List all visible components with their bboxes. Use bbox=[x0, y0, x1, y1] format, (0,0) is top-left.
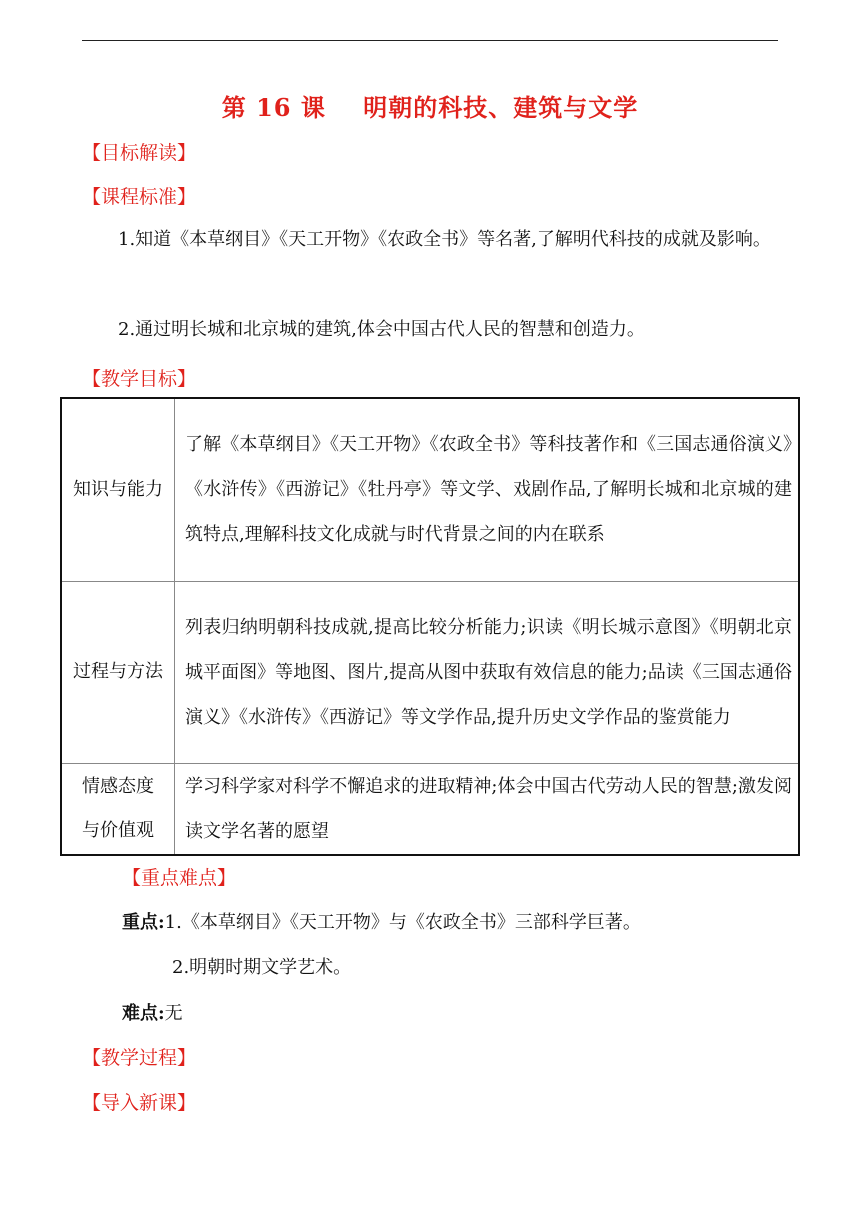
section-objectives: 【目标解读】 bbox=[82, 142, 197, 164]
teaching-goals-table bbox=[60, 397, 800, 856]
goal-label-emotion-line1: 情感态度 bbox=[82, 775, 154, 797]
difficulty-label: 难点: bbox=[122, 1003, 165, 1024]
standard-1-text: 1.知道《本草纲目》《天工开物》《农政全书》等名著,了解明代科技的成就及影响。 bbox=[118, 229, 771, 250]
goal-content-process: 列表归纳明朝科技成就,提高比较分析能力;识读《明长城示意图》《明朝北京城平面图》等地图、图片,提高从图中获取有效信息的能力;品读《三国志通俗演义》《水浒传》《西游记》等文学作品,提升历史文学作品的鉴赏能力 bbox=[175, 581, 800, 763]
section-key-points: 【重点难点】 bbox=[122, 867, 237, 889]
goal-content-emotion: 学习科学家对科学不懈追求的进取精神;体会中国古代劳动人民的智慧;激发阅读文学名著的愿望 bbox=[175, 763, 800, 855]
goal-label-process: 过程与方法 bbox=[61, 581, 175, 763]
section-standards: 【课程标准】 bbox=[82, 186, 197, 208]
key-point-1 bbox=[122, 908, 641, 934]
section-intro: 【导入新课】 bbox=[82, 1092, 197, 1114]
standard-2 bbox=[82, 308, 782, 352]
key-item-1: 1.《本草纲目》《天工开物》与《农政全书》三部科学巨著。 bbox=[164, 912, 641, 933]
difficulty bbox=[122, 999, 183, 1025]
page-title: 第 16 课 明朝的科技、建筑与文学 bbox=[221, 93, 639, 122]
goal-label-emotion bbox=[61, 763, 175, 855]
goal-label-emotion-line2: 与价值观 bbox=[82, 819, 154, 841]
section-process: 【教学过程】 bbox=[82, 1047, 197, 1069]
difficulty-value: 无 bbox=[164, 1003, 183, 1024]
table-row bbox=[61, 398, 799, 581]
header-rule bbox=[82, 40, 778, 41]
standard-2-text: 2.通过明长城和北京城的建筑,体会中国古代人民的智慧和创造力。 bbox=[118, 319, 645, 340]
key-point-2: 2.明朝时期文学艺术。 bbox=[172, 957, 352, 978]
key-label: 重点: bbox=[122, 912, 165, 933]
goal-label-knowledge: 知识与能力 bbox=[61, 398, 175, 581]
goal-content-knowledge: 了解《本草纲目》《天工开物》《农政全书》等科技著作和《三国志通俗演义》《水浒传》《西游记》《牡丹亭》等文学、戏剧作品,了解明长城和北京城的建筑特点,理解科技文化成就与时代背景之间的内在联系 bbox=[175, 398, 800, 581]
table-row bbox=[61, 581, 799, 763]
standard-1 bbox=[82, 218, 782, 262]
section-teaching-goals: 【教学目标】 bbox=[82, 368, 197, 390]
table-row bbox=[61, 763, 799, 855]
